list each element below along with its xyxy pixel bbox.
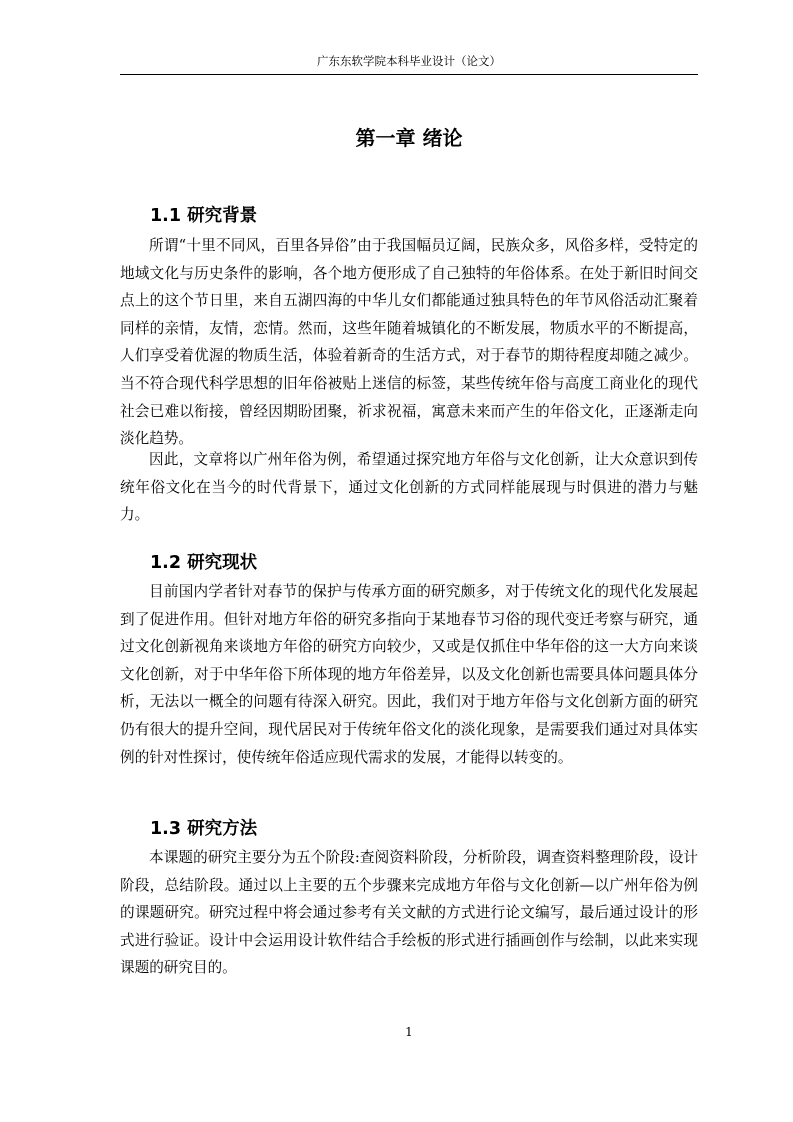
page-header: 广东东软学院本科毕业设计（论文） [120, 52, 698, 75]
paragraph-background-1: 所谓“十里不同风，百里各异俗”由于我国幅员辽阔，民族众多，风俗多样，受特定的地域文化与历史条件的影响，各个地方便形成了自己独特的年俗体系。在处于新旧时间交点上的这个节日里，来自五湖四海的中华儿女们都能通过独具特色的年节风俗活动汇聚着同样的亲情，友情，恋情。然而，这些年随着城镇化的不断发展，物质水平的不断提高，人们享受着优渥的物质生活，体验着新奇的生活方式，对于春节的期待程度却随之减少。当不符合现代科学思想的旧年俗被贴上迷信的标签，某些传统年俗与高度工商业化的现代社会已难以衔接，曾经因期盼团聚，祈求祝福，寓意未来而产生的年俗文化，正逐渐走向淡化趋势。 [120, 237, 698, 448]
paragraph-method-1: 本课题的研究主要分为五个阶段:查阅资料阶段，分析阶段，调查资料整理阶段，设计阶段，总结阶段。通过以上主要的五个步骤来完成地方年俗与文化创新—以广州年俗为例的课题研究。研究过程中将会通过参考有关文献的方式进行论文编写，最后通过设计的形式进行验证。设计中会运用设计软件结合手绘板的形式进行插画创作与绘制，以此来实现课题的研究目的。 [120, 849, 698, 977]
page-number: 1 [405, 1025, 413, 1039]
paragraph-status-1: 目前国内学者针对春节的保护与传承方面的研究颇多，对于传统文化的现代化发展起到了促进作用。但针对地方年俗的研究多指向于某地春节习俗的现代变迁考察与研究，通过文化创新视角来谈地方年俗的研究方向较少，又或是仅抓住中华年俗的这一大方向来谈文化创新，对于中华年俗下所体现的地方年俗差异，以及文化创新也需要具体问题具体分析，无法以一概全的问题有待深入研究。因此，我们对于地方年俗与文化创新方面的研究仍有很大的提升空间，现代居民对于传统年俗文化的淡化现象，是需要我们通过对具体实例的针对性探讨，使传统年俗适应现代需求的发展，才能得以转变的。 [120, 583, 698, 766]
section-heading-status: 1.2 研究现状 [150, 553, 258, 573]
chapter-title: 第一章 绪论 [355, 126, 463, 150]
paragraph-background-2: 因此，文章将以广州年俗为例，希望通过探究地方年俗与文化创新，让大众意识到传统年俗文化在当今的时代背景下，通过文化创新的方式同样能展现与时俱进的潜力与魅力。 [120, 451, 698, 524]
section-heading-method: 1.3 研究方法 [150, 819, 258, 839]
section-heading-background: 1.1 研究背景 [150, 206, 258, 226]
